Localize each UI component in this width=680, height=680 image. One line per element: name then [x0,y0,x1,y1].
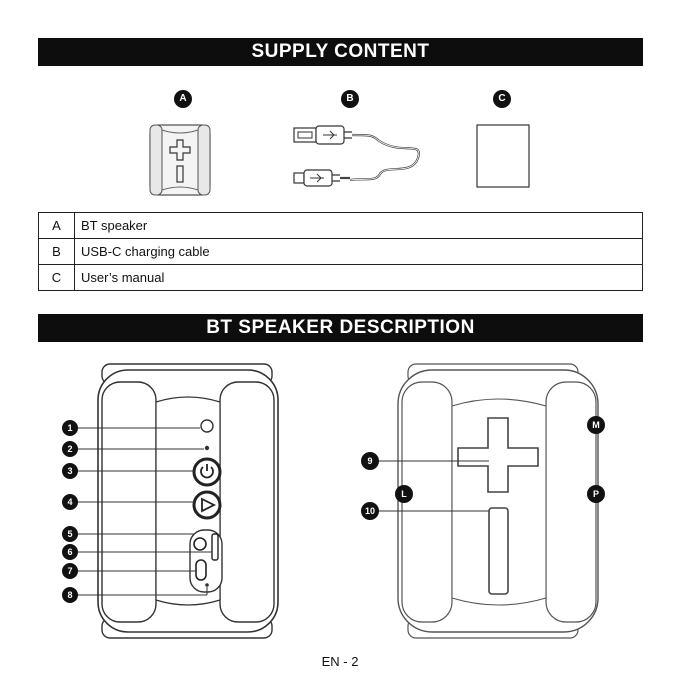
callout-label: 7 [67,566,73,576]
callout-8 [62,587,78,603]
callout-4 [62,494,78,510]
speaker-illustration [148,122,212,198]
table-row [39,239,643,265]
callout-2 [62,441,78,457]
row-letter: B [39,239,75,265]
speaker-back-diagram [350,362,630,642]
callout-label: 3 [67,466,73,476]
side-mark-label: M [592,420,600,430]
table-row [39,213,643,239]
callout-10 [361,502,379,520]
callout-7 [62,563,78,579]
speaker-front-diagram [50,362,330,642]
callout-6 [62,544,78,560]
side-mark-m [587,416,605,434]
speaker-description-heading: BT SPEAKER DESCRIPTION [38,314,643,342]
contents-table [38,212,643,291]
callout-3 [62,463,78,479]
supply-content-heading: SUPPLY CONTENT [38,38,643,66]
callout-label: 10 [364,506,376,516]
manual-illustration [476,124,530,188]
item-badge-b: B [341,90,359,108]
callout-1 [62,420,78,436]
row-label: USB-C charging cable [75,239,643,265]
row-letter: A [39,213,75,239]
row-label: User’s manual [75,265,643,291]
item-badge-c: C [493,90,511,108]
side-mark-p [587,485,605,503]
page-number: EN - 2 [321,654,359,669]
callout-label: 6 [67,547,73,557]
callout-label: 8 [67,590,73,600]
callout-label: 9 [367,456,373,466]
side-mark-label: P [592,489,600,499]
callout-9 [361,452,379,470]
side-mark-label: L [401,489,407,499]
callout-label: 2 [67,444,73,454]
callout-label: 5 [67,529,73,539]
item-badge-a: A [174,90,192,108]
row-letter: C [39,265,75,291]
usb-cable-illustration [290,118,430,198]
row-label: BT speaker [75,213,643,239]
side-mark-l [395,485,413,503]
callout-5 [62,526,78,542]
callout-label: 4 [67,497,73,507]
table-row [39,265,643,291]
callout-label: 1 [67,423,73,433]
